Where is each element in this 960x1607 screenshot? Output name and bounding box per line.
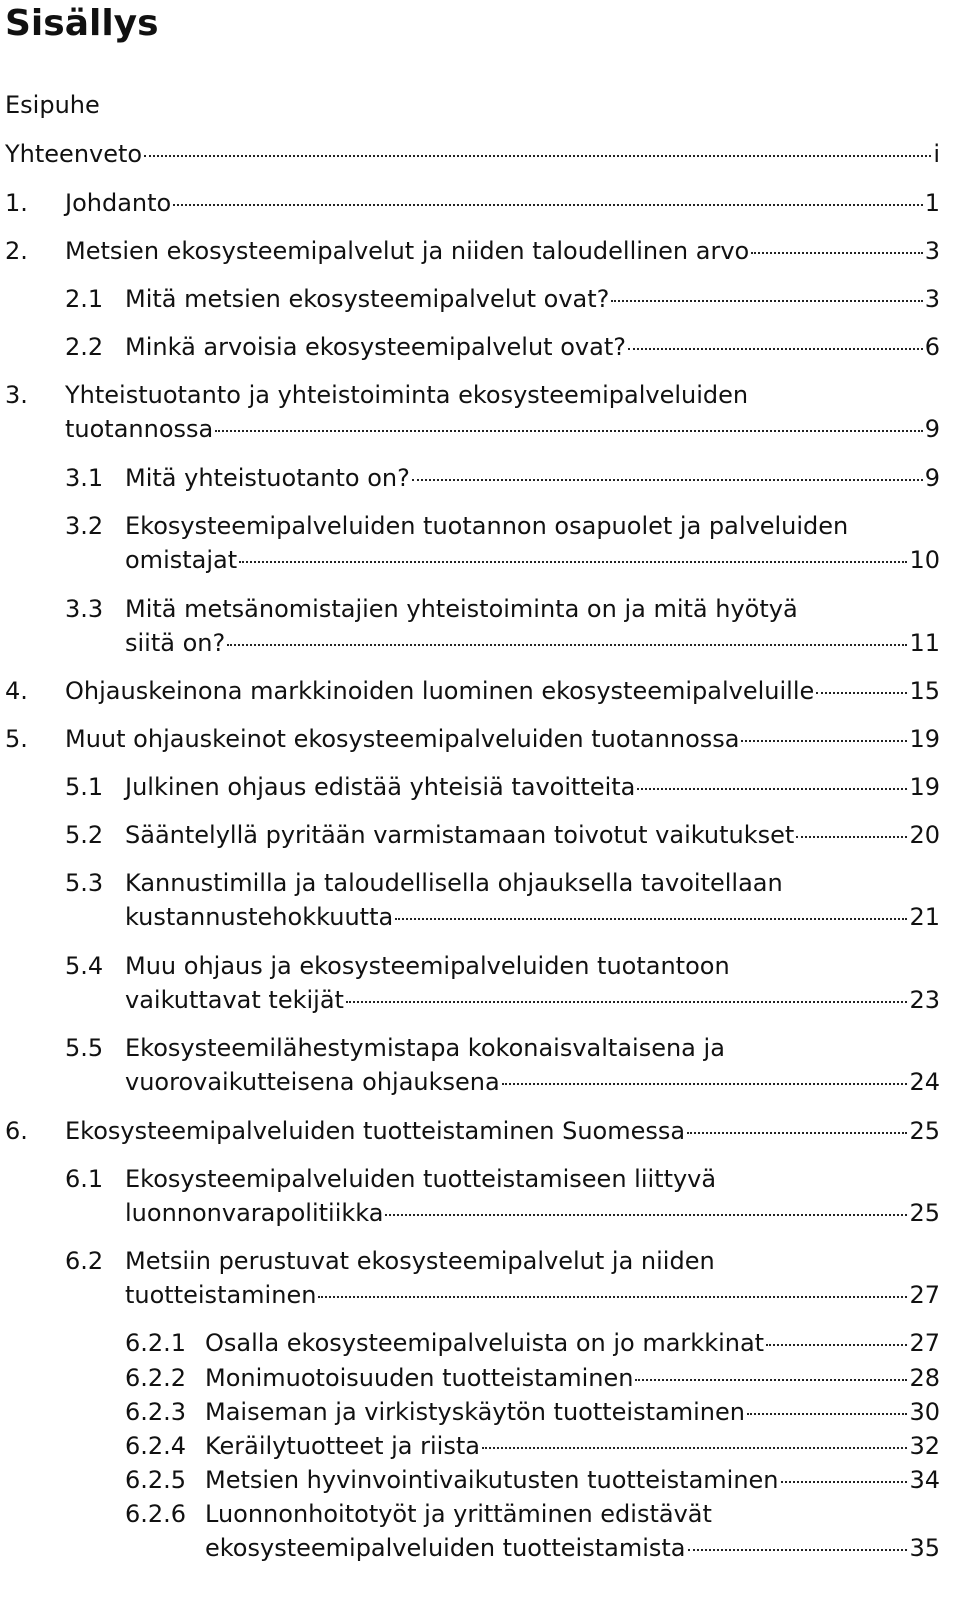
- toc-entry-number: 2.: [5, 237, 28, 265]
- toc-entry-number: 5.5: [65, 1034, 104, 1062]
- toc-entry-number: 1.: [5, 189, 28, 217]
- toc-entry-title: kustannustehokkuutta: [125, 903, 394, 931]
- toc-entry[interactable]: [5, 186, 940, 220]
- toc-page-number: 23: [909, 986, 940, 1014]
- dot-leader: [637, 788, 907, 790]
- toc-page-number: 30: [909, 1398, 940, 1426]
- toc-entry-title: tuotannossa: [65, 415, 214, 443]
- toc-entry-title: Ekosysteemipalveluiden tuotannon osapuolet ja palveluiden: [125, 512, 849, 540]
- toc-entry-title: Osalla ekosysteemipalveluista on jo markkinat: [205, 1329, 765, 1357]
- dot-leader: [482, 1447, 908, 1449]
- toc-page-number: 21: [909, 903, 940, 931]
- dot-leader: [766, 1344, 907, 1346]
- toc-page-number: 11: [909, 629, 940, 657]
- dot-leader: [816, 692, 907, 694]
- toc-entry[interactable]: [5, 722, 940, 756]
- toc-entry-number: 6.2.6: [125, 1500, 187, 1528]
- toc-page-number: 6: [924, 333, 940, 361]
- toc-entry-title: Kannustimilla ja taloudellisella ohjauksella tavoitellaan: [125, 869, 783, 897]
- toc-entry[interactable]: [65, 1031, 940, 1099]
- toc-entry[interactable]: [5, 88, 940, 122]
- toc-entry[interactable]: [65, 770, 940, 804]
- dot-leader: [239, 561, 907, 563]
- toc-page-number: 19: [909, 773, 940, 801]
- toc-entry-title: Metsien ekosysteemipalvelut ja niiden taloudellinen arvo: [65, 237, 750, 265]
- toc-entry-title: Ekosysteemilähestymistapa kokonaisvaltaisena ja: [125, 1034, 725, 1062]
- toc-entry[interactable]: [125, 1463, 940, 1497]
- toc-entry[interactable]: [65, 509, 940, 577]
- dot-leader: [215, 430, 922, 432]
- toc-entry[interactable]: [125, 1429, 940, 1463]
- toc-page-number: 1: [924, 189, 940, 217]
- toc-entry-title: Minkä arvoisia ekosysteemipalvelut ovat?: [125, 333, 626, 361]
- dot-leader: [687, 1132, 907, 1134]
- toc-entry-title: Ekosysteemipalveluiden tuotteistaminen Suomessa: [65, 1117, 686, 1145]
- toc-entry-number: 4.: [5, 677, 28, 705]
- toc-entry-number: 5.2: [65, 821, 104, 849]
- toc-entry[interactable]: [65, 461, 940, 495]
- dot-leader: [395, 918, 907, 920]
- toc-page-number: 10: [909, 546, 940, 574]
- toc-entry[interactable]: [65, 1244, 940, 1312]
- toc-entry-title: Metsiin perustuvat ekosysteemipalvelut ja niiden: [125, 1247, 715, 1275]
- toc-entry-number: 6.2: [65, 1247, 104, 1275]
- toc-entry[interactable]: [125, 1395, 940, 1429]
- toc-entry[interactable]: [65, 592, 940, 660]
- toc-entry-number: 6.2.1: [125, 1329, 187, 1357]
- dot-leader: [502, 1083, 908, 1085]
- toc-entry-number: 5.: [5, 725, 28, 753]
- toc-entry-title: Muu ohjaus ja ekosysteemipalveluiden tuotantoon: [125, 952, 730, 980]
- toc-entry-title: Mitä metsänomistajien yhteistoiminta on ja mitä hyötyä: [125, 595, 798, 623]
- toc-entry-number: 3.1: [65, 464, 104, 492]
- toc-entry-number: 2.2: [65, 333, 104, 361]
- toc-entry-title: tuotteistaminen: [125, 1281, 317, 1309]
- toc-entry[interactable]: [5, 378, 940, 446]
- toc-entry-title: Luonnonhoitotyöt ja yrittäminen edistävät: [205, 1500, 712, 1528]
- toc-page-number: 27: [909, 1329, 940, 1357]
- toc-entry[interactable]: [125, 1326, 940, 1360]
- toc-page-number: 3: [924, 237, 940, 265]
- toc-page-number: 3: [924, 285, 940, 313]
- dot-leader: [796, 836, 907, 838]
- toc-entry[interactable]: [65, 818, 940, 852]
- toc-entry-title: Maiseman ja virkistyskäytön tuotteistaminen: [205, 1398, 745, 1426]
- toc-entry-number: 6.2.2: [125, 1364, 187, 1392]
- dot-leader: [227, 644, 907, 646]
- toc-page-number: 25: [909, 1199, 940, 1227]
- toc-entry-title: vaikuttavat tekijät: [125, 986, 344, 1014]
- toc-page-number: 19: [909, 725, 940, 753]
- toc-entry[interactable]: [65, 866, 940, 934]
- toc-entry-number: 6.2.3: [125, 1398, 187, 1426]
- toc-entry-title: Yhteenveto: [5, 140, 143, 168]
- dot-leader: [751, 252, 923, 254]
- dot-leader: [173, 204, 923, 206]
- toc-entry-title: Keräilytuotteet ja riista: [205, 1432, 480, 1460]
- toc-entry-title: omistajat: [125, 546, 238, 574]
- toc-entry[interactable]: [65, 330, 940, 364]
- toc-entry-number: 3.2: [65, 512, 104, 540]
- toc-entry-title: siitä on?: [125, 629, 226, 657]
- dot-leader: [741, 740, 907, 742]
- toc-entry-title: Julkinen ohjaus edistää yhteisiä tavoitteita: [125, 773, 636, 801]
- dot-leader: [346, 1001, 908, 1003]
- toc-entry-number: 3.: [5, 381, 28, 409]
- toc-entry[interactable]: [65, 949, 940, 1017]
- toc-entry-title: Ohjauskeinona markkinoiden luominen ekosysteemipalveluille: [65, 677, 815, 705]
- toc-page-number: 24: [909, 1068, 940, 1096]
- toc-page-number: i: [933, 140, 940, 168]
- dot-leader: [747, 1413, 908, 1415]
- toc-entry-number: 3.3: [65, 595, 104, 623]
- toc-page-number: 32: [909, 1432, 940, 1460]
- dot-leader: [781, 1481, 908, 1483]
- toc-page-number: 15: [909, 677, 940, 705]
- toc-entry-title: Metsien hyvinvointivaikutusten tuotteistaminen: [205, 1466, 779, 1494]
- toc-entry-number: 5.4: [65, 952, 104, 980]
- dot-leader: [628, 348, 923, 350]
- toc-entry[interactable]: [65, 282, 940, 316]
- toc-entry-title: Yhteistuotanto ja yhteistoiminta ekosysteemipalveluiden: [65, 381, 749, 409]
- toc-entry-title: Sääntelyllä pyritään varmistamaan toivotut vaikutukset: [125, 821, 795, 849]
- toc-entry-number: 2.1: [65, 285, 104, 313]
- toc-entry-number: 5.1: [65, 773, 104, 801]
- toc-entry-title: Johdanto: [65, 189, 172, 217]
- toc-entry-title: luonnonvarapolitiikka: [125, 1199, 384, 1227]
- toc-page-number: 35: [909, 1534, 940, 1562]
- dot-leader: [412, 479, 923, 481]
- toc-entry-title: Mitä metsien ekosysteemipalvelut ovat?: [125, 285, 610, 313]
- toc-entry[interactable]: [5, 137, 940, 171]
- toc-entry[interactable]: [5, 1114, 940, 1148]
- toc-entry-title: Ekosysteemipalveluiden tuotteistamiseen liittyvä: [125, 1165, 717, 1193]
- toc-entry-title: Muut ohjauskeinot ekosysteemipalveluiden tuotannossa: [65, 725, 740, 753]
- toc-page-number: 9: [924, 415, 940, 443]
- toc-entry-title: Mitä yhteistuotanto on?: [125, 464, 410, 492]
- toc-page-number: 28: [909, 1364, 940, 1392]
- toc-entry-title: vuorovaikutteisena ohjauksena: [125, 1068, 500, 1096]
- toc-page-number: 34: [909, 1466, 940, 1494]
- dot-leader: [385, 1214, 907, 1216]
- toc-entry[interactable]: [5, 674, 940, 708]
- dot-leader: [318, 1296, 907, 1298]
- toc-entry-number: 5.3: [65, 869, 104, 897]
- page-title: Sisällys: [5, 3, 159, 44]
- toc-entry[interactable]: [65, 1162, 940, 1230]
- toc-entry-number: 6.2.5: [125, 1466, 187, 1494]
- dot-leader: [611, 300, 922, 302]
- dot-leader: [144, 155, 931, 157]
- toc-page-number: 9: [924, 464, 940, 492]
- dot-leader: [635, 1379, 907, 1381]
- toc-entry-title: Esipuhe: [5, 91, 100, 119]
- toc-page-number: 27: [909, 1281, 940, 1309]
- toc-entry-title: ekosysteemipalveluiden tuotteistamista: [205, 1534, 686, 1562]
- toc-entry-number: 6.1: [65, 1165, 104, 1193]
- toc-entry-number: 6.2.4: [125, 1432, 187, 1460]
- toc-entry-number: 6.: [5, 1117, 28, 1145]
- toc-page-number: 20: [909, 821, 940, 849]
- toc-entry-title: Monimuotoisuuden tuotteistaminen: [205, 1364, 634, 1392]
- toc-page-number: 25: [909, 1117, 940, 1145]
- toc-entry[interactable]: [125, 1497, 940, 1565]
- toc-entry[interactable]: [5, 234, 940, 268]
- toc-entry[interactable]: [125, 1361, 940, 1395]
- dot-leader: [688, 1549, 908, 1551]
